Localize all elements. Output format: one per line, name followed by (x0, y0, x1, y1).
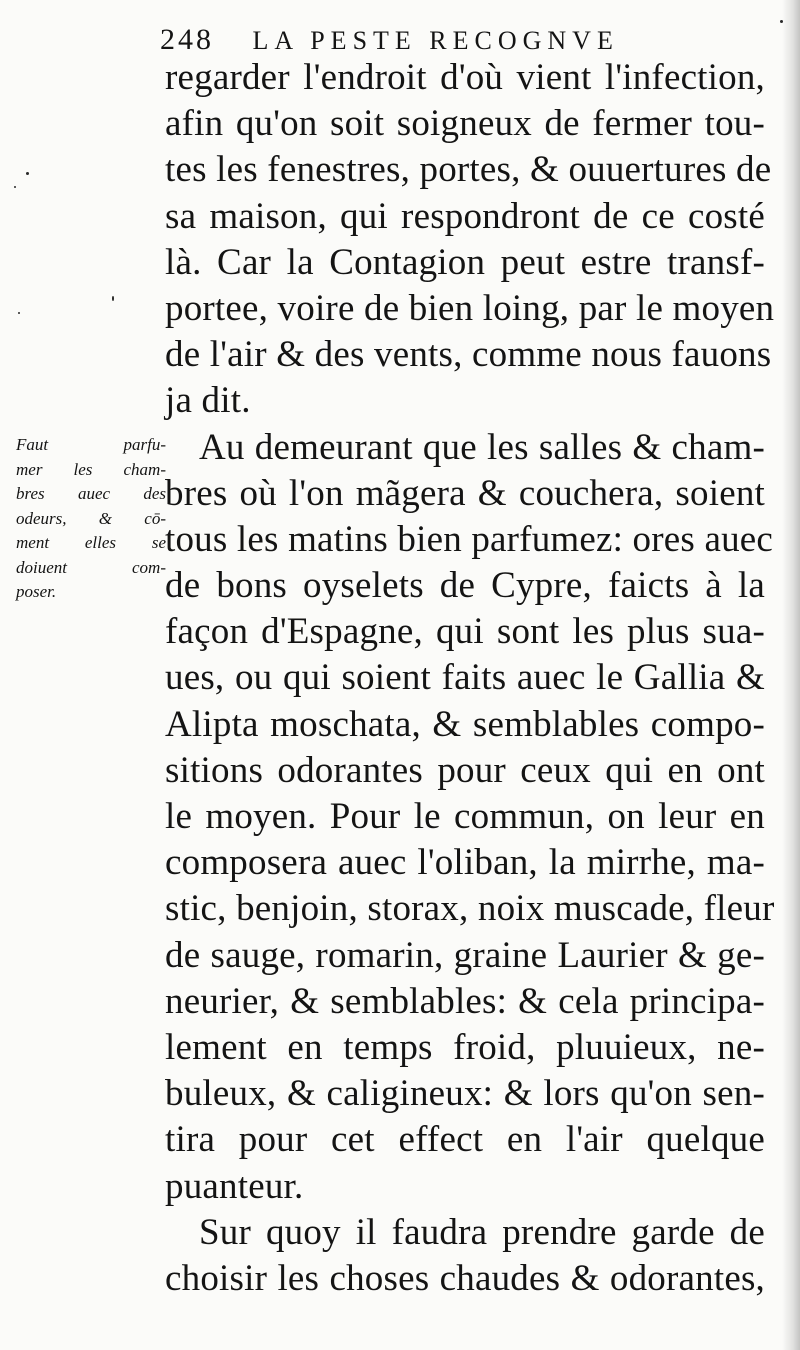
margin-note-line: mer les cham- (16, 459, 166, 479)
text-line: tira pour cet effect en l'air quelque (165, 1119, 765, 1161)
margin-note (16, 433, 166, 605)
text-line: là. Car la Contagion peut estre transf- (165, 241, 765, 283)
text-line: sa maison, qui respondront de ce costé (165, 195, 765, 237)
text-line: tes les fenestres, portes, & ouuertures de (165, 149, 772, 191)
ink-speck (780, 20, 783, 23)
text-line: composera auec l'oliban, la mirrhe, ma- (165, 842, 765, 884)
text-line: lement en temps froid, pluuieux, ne- (165, 1026, 765, 1068)
margin-note-line: poser. (16, 582, 57, 601)
margin-note-line: bres auec des (16, 484, 166, 503)
text-line: buleux, & caligineux: & lors qu'on sen- (165, 1073, 765, 1115)
text-line: de l'air & des vents, comme nous fauons (165, 334, 772, 376)
text-line: puanteur. (165, 1165, 304, 1207)
text-line: ja dit. (165, 380, 251, 422)
margin-note-line: odeurs, & cō- (16, 508, 166, 528)
text-line: portee, voire de bien loing, par le moyen (165, 287, 775, 329)
text-line: tous les matins bien parfumez: ores auec (165, 518, 774, 560)
text-line: bres où l'on mãgera & couchera, soient (165, 472, 765, 514)
page-header (160, 20, 680, 60)
text-line: regarder l'endroit d'où vient l'infection, (165, 57, 765, 98)
margin-note-line: ment elles se (16, 533, 166, 552)
text-line: le moyen. Pour le commun, on leur en (165, 796, 765, 837)
text-line: Sur quoy il faudra prendre garde de (199, 1211, 765, 1253)
text-line: choisir les choses chaudes & odorantes, (165, 1257, 765, 1299)
ink-speck (18, 312, 20, 314)
text-line: afin qu'on soit soigneux de fermer tou- (165, 103, 765, 145)
text-line: neurier, & semblables: & cela principa- (165, 980, 765, 1022)
text-line: Alipta moschata, & semblables compo- (165, 703, 765, 745)
text-line: Au demeurant que les salles & cham- (199, 426, 765, 468)
text-line: stic, benjoin, storax, noix muscade, fleur (165, 888, 775, 930)
text-line: façon d'Espagne, qui sont les plus sua- (165, 611, 765, 653)
body-text (165, 55, 775, 1302)
text-line: ues, ou qui soient faits auec le Gallia & (165, 657, 765, 699)
page-edge-shadow (782, 0, 800, 1350)
text-line: sitions odorantes pour ceux qui en ont (165, 749, 765, 791)
margin-note-line: Faut parfu- (16, 435, 166, 454)
ink-speck (26, 172, 29, 175)
running-head: LA PESTE RECOGNVE (252, 26, 619, 55)
text-line: de sauge, romarin, graine Laurier & ge- (165, 934, 765, 976)
text-line: de bons oyselets de Cypre, faicts à la (165, 565, 765, 607)
margin-note-line: doiuent com- (16, 557, 166, 577)
ink-speck (112, 296, 114, 301)
page-number: 248 (160, 23, 214, 56)
ink-speck (14, 186, 16, 188)
